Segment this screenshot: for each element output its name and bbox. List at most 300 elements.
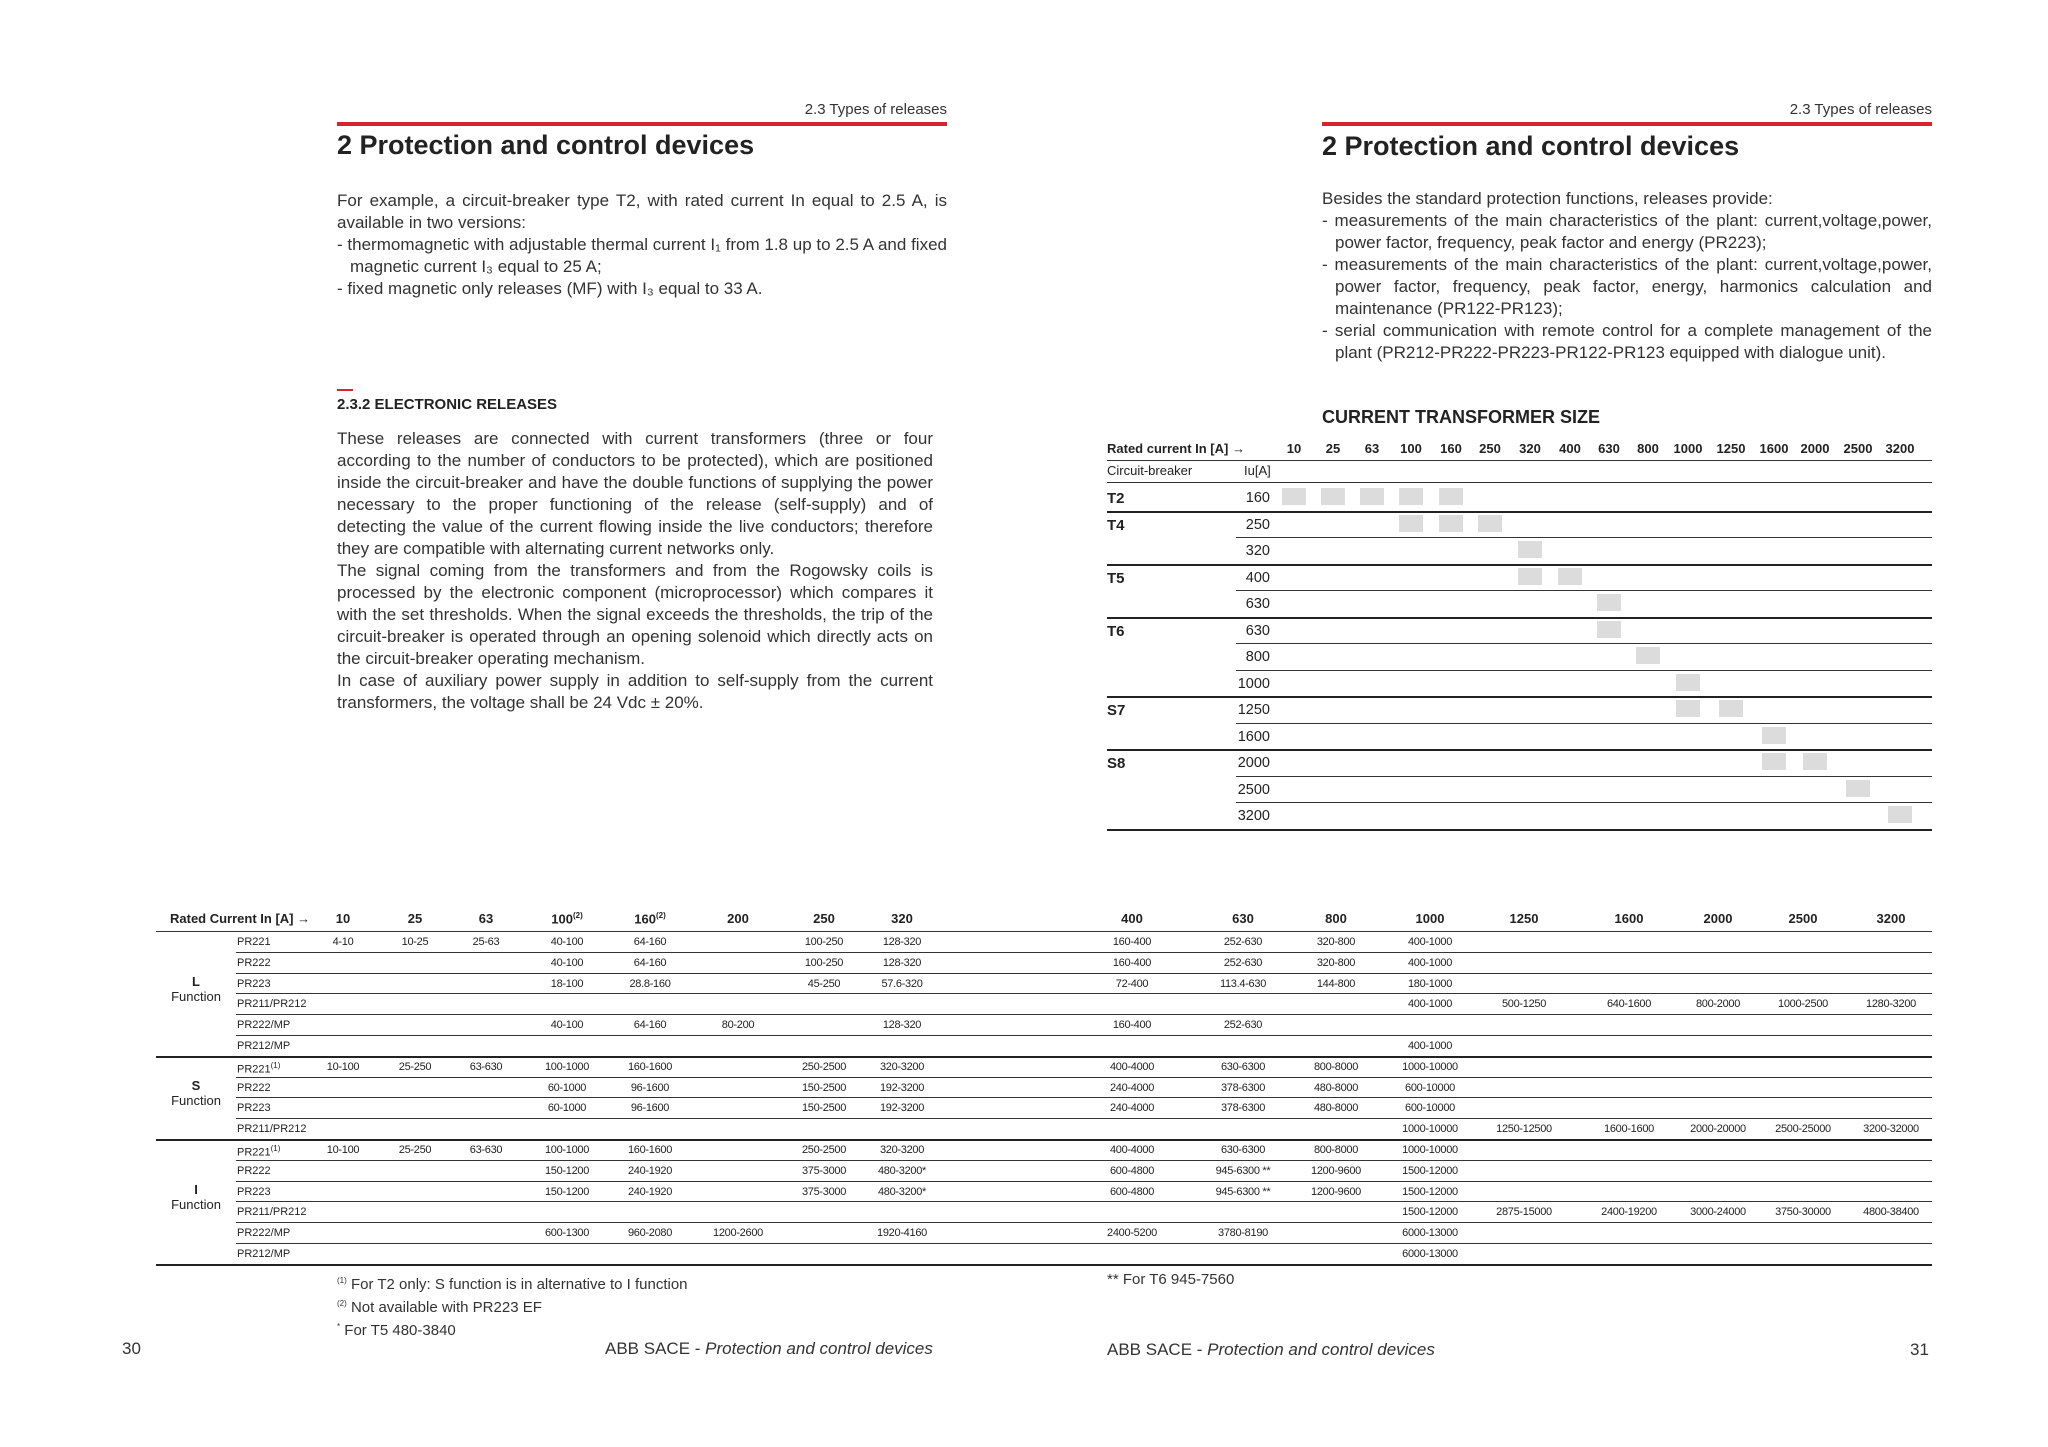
bt-col-header	[375, 911, 455, 926]
ct-col-header: 800	[1637, 441, 1659, 456]
right-footer-brand: ABB SACE -	[1107, 1340, 1208, 1359]
bt-range-cell: 3200-32000	[1863, 1123, 1919, 1136]
bt-release-label: PR211/PR212	[237, 1123, 307, 1136]
bt-range-cell: 4-10	[332, 936, 354, 948]
left-section-tag: 2.3 Types of releases	[804, 101, 947, 118]
bt-range-cell: 1000-10000	[1402, 1144, 1458, 1156]
bt-col-number: 1600	[1614, 911, 1644, 926]
bt-range-cell: 800-8000	[1313, 1060, 1359, 1073]
bt-range-cell: 10-100	[326, 1144, 360, 1156]
bt-range-cell: 320-800	[1316, 936, 1356, 948]
bt-release-name	[237, 1165, 271, 1177]
bt-release-name	[237, 1061, 280, 1076]
bt-release-name	[237, 1227, 290, 1239]
bt-range-cell: 160-400	[1112, 956, 1152, 969]
ct-col-header: 2000	[1800, 441, 1830, 456]
bt-range-cell: 2400-19200	[1601, 1206, 1657, 1219]
ct-row-rule	[1236, 723, 1932, 724]
ct-col-header: 100	[1400, 441, 1422, 456]
bt-range-cell: 600-1300	[544, 1227, 590, 1240]
ct-group-rule	[1107, 564, 1932, 566]
bt-range-cell: 600-10000	[1405, 1102, 1455, 1115]
ct-col-header: 250	[1479, 441, 1501, 456]
ct-cb-name: S8	[1107, 755, 1126, 772]
ct-row-rule	[1236, 776, 1932, 777]
bt-range-cell: 10-100	[326, 1060, 360, 1073]
bt-col-header	[1763, 911, 1843, 926]
bt-col-note: (2)	[655, 911, 666, 920]
bt-col-note: (2)	[572, 911, 583, 920]
right-bullet-2: - measurements of the main characteristics of the plant: current,voltage,power, power factor, frequency, peak factor, energy, harmonics calculation and maintenance (PR122-PR123);	[1322, 255, 1932, 318]
bt-row-rule	[236, 1201, 1932, 1202]
bt-col-number: 25	[407, 911, 423, 926]
bt-col-number: 630	[1232, 911, 1254, 926]
footnote-text: For T5 480-3840	[340, 1322, 456, 1339]
left-footer-brand: ABB SACE -	[605, 1339, 706, 1358]
ct-col-header: 25	[1325, 441, 1341, 456]
ct-iu-value: 1000	[1237, 675, 1270, 692]
electronic-releases-heading: 2.3.2 ELECTRONIC RELEASES	[337, 396, 558, 413]
ct-cb-name: T2	[1107, 490, 1125, 507]
bt-range-cell: 1200-9600	[1311, 1164, 1361, 1177]
bt-range-cell: 60-1000	[547, 1102, 587, 1115]
bt-range-cell: 240-4000	[1109, 1081, 1155, 1094]
ct-iu-value: 2000	[1237, 755, 1270, 771]
right-page-number: 31	[1910, 1340, 1929, 1359]
ct-group-rule	[1107, 511, 1932, 513]
ct-iu-value: 250	[1245, 516, 1270, 533]
ct-size-cell	[1888, 806, 1912, 823]
er-para-1: These releases are connected with current transformers (three or four according to the number of conductors to be protected), which are positioned inside the circuit-breaker and have the double functions of supplying the power necessary to the proper functioning of the release (self-supply) and of detecting the value of the current flowing inside the live conductors; therefore they are compatible with alternating current networks only.	[337, 429, 933, 558]
ct-row-rule	[1236, 802, 1932, 803]
bt-range-cell: 2500-25000	[1775, 1123, 1831, 1136]
right-bullet-3: - serial communication with remote control for a complete management of the plant (PR212-PR222-PR223-PR122-PR123 equipped with dialogue unit).	[1322, 321, 1932, 362]
bt-range-cell: 1920-4160	[877, 1227, 927, 1240]
bt-range-cell: 960-2080	[627, 1227, 673, 1240]
bt-release-name	[237, 1123, 307, 1135]
bt-row-rule	[236, 1097, 1932, 1098]
bt-col-number: 400	[1121, 911, 1143, 926]
ct-iu-value: 1600	[1237, 728, 1270, 745]
bt-col-number: 2000	[1703, 911, 1733, 926]
footnote-mark: *	[337, 1322, 341, 1331]
bt-col-header	[1678, 911, 1758, 926]
bt-range-cell: 6000-13000	[1402, 1227, 1458, 1240]
bt-range-cell: 1500-12000	[1402, 1185, 1458, 1198]
ct-size-cell	[1282, 488, 1306, 505]
right-footer	[1107, 1340, 1435, 1360]
bt-range-cell: 480-3200*	[877, 1164, 927, 1177]
bt-release-note: (1)	[270, 1144, 281, 1153]
right-intro-block	[1322, 188, 1932, 364]
ct-cb-name: T5	[1107, 569, 1125, 587]
electronic-releases-text	[337, 428, 933, 714]
ct-group-rule	[1107, 696, 1932, 698]
ct-size-cell	[1803, 753, 1827, 770]
right-section-tag: 2.3 Types of releases	[1789, 101, 1932, 118]
bt-col-number: 63	[478, 911, 494, 926]
bt-release-label: PR222/MP	[237, 1227, 291, 1240]
ct-table-title: CURRENT TRANSFORMER SIZE	[1322, 407, 1600, 427]
bt-range-cell: 60-1000	[547, 1081, 587, 1094]
ct-size-cell	[1762, 753, 1786, 770]
bt-range-cell: 1250-12500	[1496, 1123, 1552, 1136]
bt-range-cell: 100-250	[804, 936, 844, 948]
ct-size-cell	[1399, 515, 1423, 532]
bt-release-name	[237, 957, 271, 969]
bt-range-cell: 378-6300	[1220, 1102, 1266, 1115]
bt-range-cell: 63-630	[469, 1144, 503, 1156]
bt-function-word: Function	[171, 1093, 221, 1109]
ct-size-cell	[1399, 488, 1423, 505]
bt-range-cell: 1200-9600	[1311, 1185, 1361, 1198]
bt-col-number: 2500	[1788, 911, 1818, 926]
ct-col-header: 1000	[1673, 441, 1703, 456]
ct-iu-value: 320	[1245, 543, 1270, 559]
bt-row-rule	[236, 1118, 1932, 1119]
ct-col-header: 630	[1598, 441, 1620, 456]
bt-range-cell: 64-160	[633, 956, 667, 969]
footnote-mark: (2)	[337, 1299, 347, 1308]
bt-release-name	[237, 1102, 271, 1114]
bt-release-label: PR221	[237, 1063, 271, 1076]
bt-release-note: (1)	[270, 1060, 281, 1070]
bt-range-cell: 250-2500	[801, 1060, 847, 1073]
bt-release-label: PR222	[237, 1164, 271, 1177]
ct-iu-value: 630	[1245, 622, 1270, 639]
ct-col-header: 3200	[1885, 441, 1915, 456]
bt-range-cell: 400-1000	[1407, 936, 1453, 948]
bt-range-cell: 378-6300	[1220, 1081, 1266, 1094]
bt-range-cell: 630-6300	[1220, 1144, 1266, 1156]
bt-release-label: PR212/MP	[237, 1248, 291, 1260]
bt-range-cell: 64-160	[633, 936, 667, 948]
right-header-rule	[1322, 122, 1932, 126]
bt-range-cell: 128-320	[882, 1019, 922, 1032]
bt-range-cell: 3750-30000	[1775, 1206, 1831, 1219]
ct-iu-value: 800	[1245, 649, 1270, 665]
bt-range-cell: 1200-2600	[713, 1227, 763, 1240]
bt-release-label: PR221	[237, 936, 271, 948]
bt-col-header	[1589, 911, 1669, 926]
bt-range-cell: 144-800	[1316, 977, 1356, 990]
left-footer	[605, 1339, 933, 1359]
bt-range-cell: 600-10000	[1405, 1081, 1455, 1094]
bt-release-label: PR211/PR212	[237, 1206, 307, 1219]
bt-release-name	[237, 998, 307, 1010]
bt-range-cell: 6000-13000	[1402, 1248, 1458, 1260]
bt-range-cell: 72-400	[1115, 977, 1149, 990]
bt-row-rule	[236, 1014, 1932, 1015]
bt-function-rule	[156, 1264, 1932, 1266]
ct-size-cell	[1518, 568, 1542, 585]
left-header-rule	[337, 122, 947, 126]
bt-range-cell: 80-200	[721, 1019, 755, 1032]
bt-row-rule	[236, 973, 1932, 974]
bt-range-cell: 150-2500	[801, 1081, 847, 1094]
bt-range-cell: 160-400	[1112, 936, 1152, 948]
footnote-line	[337, 1317, 688, 1340]
left-page-title: 2 Protection and control devices	[337, 130, 755, 160]
bt-release-label: PR221	[237, 1146, 271, 1159]
bt-col-number: 3200	[1876, 911, 1906, 926]
bt-range-cell: 640-1600	[1606, 998, 1652, 1011]
bt-range-cell: 945-6300 **	[1215, 1185, 1271, 1198]
bt-col-header	[1484, 911, 1564, 926]
bt-release-name	[237, 1248, 290, 1260]
ct-size-cell	[1676, 674, 1700, 691]
bt-row-rule	[236, 952, 1932, 953]
ct-size-cell	[1846, 780, 1870, 797]
bt-range-cell: 480-8000	[1313, 1081, 1359, 1094]
bt-range-cell: 600-4800	[1109, 1185, 1155, 1198]
bt-range-cell: 64-160	[633, 1019, 667, 1032]
bt-function-label	[156, 1078, 236, 1108]
bt-range-cell: 150-2500	[801, 1102, 847, 1115]
bt-function-letter: I	[194, 1182, 198, 1198]
ct-iu-value: 1250	[1237, 702, 1270, 718]
bt-range-cell: 3780-8190	[1218, 1227, 1268, 1240]
bt-range-cell: 180-1000	[1407, 977, 1453, 990]
ct-row-rule	[1236, 643, 1932, 644]
bt-function-word: Function	[171, 1197, 221, 1213]
ct-iu-value: 160	[1245, 490, 1270, 506]
ct-cb-name: T4	[1107, 516, 1125, 534]
bt-release-label: PR222	[237, 956, 271, 969]
ct-col-header: 1250	[1716, 441, 1746, 456]
bt-col-header	[698, 911, 778, 926]
bt-release-name	[237, 1206, 307, 1218]
bt-range-cell: 96-1600	[630, 1081, 670, 1094]
er-para-3: In case of auxiliary power supply in addition to self-supply from the current transformers, the voltage shall be 24 Vdc ± 20%.	[337, 671, 933, 712]
bt-release-label: PR222	[237, 1081, 271, 1094]
bt-col-number: 160	[634, 911, 656, 927]
ct-col-header: 10	[1286, 441, 1302, 456]
bt-range-cell: 1500-12000	[1402, 1164, 1458, 1177]
bt-col-number: 1000	[1415, 911, 1445, 926]
bt-function-letter: L	[192, 974, 200, 990]
bt-row-rule	[236, 1222, 1932, 1223]
bt-function-word: Function	[171, 989, 221, 1005]
bt-row-rule	[236, 1035, 1932, 1036]
bt-range-cell: 320-3200	[879, 1060, 925, 1073]
bt-range-cell: 40-100	[550, 1019, 584, 1032]
bt-range-cell: 252-630	[1223, 1019, 1263, 1032]
ct-size-cell	[1636, 647, 1660, 664]
bt-range-cell: 2875-15000	[1496, 1206, 1552, 1219]
bt-range-cell: 400-1000	[1407, 998, 1453, 1011]
ct-col-header: 160	[1440, 441, 1462, 456]
ct-size-cell	[1719, 700, 1743, 717]
right-page-title: 2 Protection and control devices	[1322, 131, 1740, 161]
bt-range-cell: 1000-2500	[1778, 998, 1828, 1011]
bt-col-header	[1390, 911, 1470, 926]
left-footer-title: Protection and control devices	[705, 1339, 933, 1358]
bt-col-number: 320	[891, 911, 913, 926]
bt-range-cell: 240-1920	[627, 1164, 673, 1177]
bt-range-cell: 400-1000	[1407, 1040, 1453, 1052]
bt-col-header	[303, 911, 383, 926]
bt-col-number: 250	[813, 911, 835, 926]
ct-row-rule	[1236, 537, 1932, 538]
ct-size-cell	[1439, 515, 1463, 532]
bt-row-rule	[236, 1243, 1932, 1244]
right-bullet-1: - measurements of the main characteristics of the plant: current,voltage,power, power factor, frequency, peak factor and energy (PR223);	[1322, 211, 1932, 252]
footnote-line	[337, 1271, 688, 1294]
bt-range-cell: 800-2000	[1695, 998, 1741, 1011]
bt-range-cell: 240-4000	[1109, 1102, 1155, 1115]
ct-cb-name: S7	[1107, 702, 1126, 719]
footnote-text: For T2 only: S function is in alternative to I function	[346, 1276, 688, 1293]
bt-col-header	[1851, 911, 1931, 926]
bt-range-cell: 320-800	[1316, 956, 1356, 969]
bt-range-cell: 192-3200	[879, 1081, 925, 1094]
bt-release-label: PR222/MP	[237, 1019, 291, 1032]
footnotes-left	[337, 1271, 688, 1340]
bt-range-cell: 1500-12000	[1402, 1206, 1458, 1219]
bt-header-label: Rated Current In [A] →	[170, 911, 311, 926]
ct-size-cell	[1597, 621, 1621, 638]
bt-function-label	[156, 974, 236, 1004]
bt-function-rule	[156, 1056, 1932, 1058]
bt-col-header	[610, 911, 690, 926]
ct-subheader-rule	[1107, 482, 1932, 483]
bt-row-rule	[236, 1160, 1932, 1161]
bt-range-cell: 100-1000	[544, 1144, 590, 1156]
ct-cb-label: Circuit-breaker	[1107, 463, 1193, 478]
bt-range-cell: 40-100	[550, 956, 584, 969]
ct-group-rule	[1107, 749, 1932, 751]
ct-cb-name: T6	[1107, 622, 1125, 640]
bt-release-label: PR212/MP	[237, 1040, 291, 1052]
ct-size-cell	[1360, 488, 1384, 505]
ct-header-rule	[1107, 460, 1932, 461]
left-bullet-1: - thermomagnetic with adjustable thermal current I₁ from 1.8 up to 2.5 A and fixed magnetic current I₃ equal to 25 A;	[337, 235, 947, 276]
bt-range-cell: 10-25	[401, 936, 429, 948]
bt-col-header	[1296, 911, 1376, 926]
bt-range-cell: 500-1250	[1501, 998, 1547, 1011]
ct-col-header: 1600	[1759, 441, 1789, 456]
bt-range-cell: 128-320	[882, 956, 922, 969]
bt-range-cell: 2000-20000	[1690, 1123, 1746, 1136]
bt-col-number: 200	[727, 911, 749, 926]
bt-range-cell: 25-250	[398, 1144, 432, 1156]
bt-col-header	[862, 911, 942, 926]
bt-range-cell: 600-4800	[1109, 1164, 1155, 1177]
bt-range-cell: 40-100	[550, 936, 584, 948]
ct-iu-value: 400	[1245, 569, 1270, 586]
bt-range-cell: 2400-5200	[1107, 1227, 1157, 1240]
bt-release-label: PR223	[237, 1185, 271, 1198]
bt-range-cell: 192-3200	[879, 1102, 925, 1115]
ct-size-cell	[1676, 700, 1700, 717]
bt-release-label: PR211/PR212	[237, 998, 307, 1011]
bt-range-cell: 320-3200	[879, 1144, 925, 1156]
ct-col-header: 400	[1559, 441, 1581, 456]
bt-function-rule	[156, 1139, 1932, 1141]
bt-row-rule	[236, 1077, 1932, 1078]
ct-size-cell	[1439, 488, 1463, 505]
bt-range-cell: 63-630	[469, 1060, 503, 1073]
ct-group-rule	[1107, 829, 1932, 831]
ct-size-cell	[1518, 541, 1542, 558]
bt-range-cell: 57.6-320	[881, 977, 923, 990]
ct-row-rule	[1236, 670, 1932, 671]
bt-col-number: 1250	[1509, 911, 1539, 926]
bt-range-cell: 128-320	[882, 936, 922, 948]
bt-function-label	[156, 1182, 236, 1212]
ct-iu-value: 3200	[1237, 808, 1270, 824]
bt-range-cell: 100-1000	[544, 1060, 590, 1073]
bt-col-number: 10	[335, 911, 351, 926]
ct-header-label: Rated current In [A] →	[1107, 441, 1245, 456]
bt-release-name	[237, 978, 271, 990]
left-intro: For example, a circuit-breaker type T2, with rated current In equal to 2.5 A, is available in two versions:	[337, 191, 947, 232]
bt-release-name	[237, 1040, 290, 1052]
bt-col-header	[527, 911, 607, 926]
ct-row-rule	[1236, 590, 1932, 591]
bt-col-header	[446, 911, 526, 926]
right-intro: Besides the standard protection functions, releases provide:	[1322, 189, 1773, 208]
ct-size-cell	[1558, 568, 1582, 585]
bt-range-cell: 3000-24000	[1690, 1206, 1746, 1219]
bt-range-cell: 160-1600	[627, 1060, 673, 1073]
bt-range-cell: 375-3000	[801, 1164, 847, 1177]
bt-release-label: PR223	[237, 977, 271, 990]
er-para-2: The signal coming from the transformers and from the Rogowsky coils is processed by the electronic component (microprocessor) which compares it with the set thresholds. When the signal exceeds the thresholds, the trip of the circuit-breaker is operated through an opening solenoid which directly acts on the circuit-breaker operating mechanism.	[337, 561, 933, 668]
bt-row-rule	[236, 1181, 1932, 1182]
bt-range-cell: 800-8000	[1313, 1144, 1359, 1156]
bt-release-name	[237, 1186, 271, 1198]
ct-iu-value: 630	[1245, 596, 1270, 612]
footnote-t6: ** For T6 945-7560	[1107, 1271, 1235, 1288]
right-footer-title: Protection and control devices	[1207, 1340, 1435, 1359]
footnote-text: Not available with PR223 EF	[346, 1299, 542, 1316]
bt-row-rule	[236, 993, 1932, 994]
bt-range-cell: 96-1600	[630, 1102, 670, 1115]
subhead-red-mark	[337, 389, 353, 391]
bt-range-cell: 400-1000	[1407, 956, 1453, 969]
bt-range-cell: 150-1200	[544, 1164, 590, 1177]
ct-col-header: 63	[1364, 441, 1380, 456]
bt-release-label: PR223	[237, 1102, 271, 1115]
ct-col-header: 320	[1519, 441, 1541, 456]
bt-release-name	[237, 1144, 280, 1159]
bt-range-cell: 1280-3200	[1866, 998, 1916, 1011]
bt-range-cell: 1000-10000	[1402, 1123, 1458, 1136]
bt-range-cell: 252-630	[1223, 936, 1263, 948]
bt-range-cell: 113.4-630	[1219, 977, 1267, 990]
bt-range-cell: 100-250	[804, 956, 844, 969]
bt-col-number: 100	[551, 911, 573, 927]
ct-size-cell	[1597, 594, 1621, 611]
bt-col-header	[784, 911, 864, 926]
bt-range-cell: 18-100	[550, 977, 584, 990]
bt-range-cell: 1000-10000	[1402, 1060, 1458, 1073]
bt-header-rule	[156, 931, 1932, 932]
bt-range-cell: 45-250	[807, 977, 841, 990]
bt-range-cell: 400-4000	[1109, 1144, 1155, 1156]
bt-col-number: 800	[1325, 911, 1347, 926]
bt-range-cell: 400-4000	[1109, 1060, 1155, 1073]
bt-range-cell: 630-6300	[1220, 1060, 1266, 1073]
bt-range-cell: 480-8000	[1313, 1102, 1359, 1115]
ct-group-rule	[1107, 617, 1932, 619]
ct-iu-label: Iu[A]	[1244, 463, 1271, 478]
left-page-number: 30	[122, 1339, 141, 1358]
bt-release-name	[237, 1082, 271, 1094]
bt-range-cell: 150-1200	[544, 1185, 590, 1198]
